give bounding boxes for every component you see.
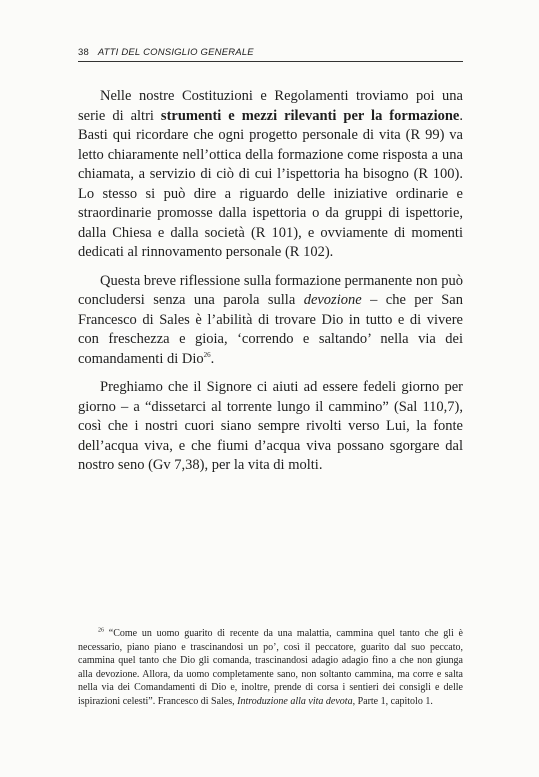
body-text (78, 87, 463, 485)
paragraph-1-text-a: Nelle nostre Costituzioni e Regolamenti troviamo poi una serie di altri (78, 88, 463, 124)
footnote-source-title: Introduzione alla vita devota (237, 695, 353, 707)
footnote-paragraph (78, 627, 463, 708)
paragraph-1-bold-phrase: strumenti e mezzi rilevanti per la formazione (160, 107, 460, 124)
footnote (78, 627, 463, 708)
footnote-number: 26 (98, 627, 104, 634)
running-header (78, 47, 463, 62)
paragraph-2 (78, 272, 463, 370)
paragraph-2-text-c: . (210, 350, 215, 367)
paragraph-2-italic-word: devozione (303, 292, 362, 308)
footnote-reference[interactable]: 26 (203, 350, 211, 359)
paragraph-1-text-b: . Basti qui ricordare che ogni progetto personale di vita (R 99) va letto chiaramente nell’ottica della formazione come risposta a una chiamata, a servizio di ciò di cui l’ispettoria ha bisogno (R 100). Lo stesso si può dire a riguardo delle iniziative ordinarie e straordinarie promosse dalla ispettoria o da gruppi di ispettorie, dalla Chiesa e dalla società (R 101), e ovviamente di momenti dedicati al rinnovamento personale (R 102). (78, 107, 463, 260)
paragraph-2-text-b: – che per San Francesco di Sales è l’abilità di trovare Dio in tutto e di vivere con freschezza e gioia, ‘correndo e saltando’ nella via dei comandamenti di Dio (78, 292, 463, 367)
paragraph-1 (78, 87, 463, 263)
running-title: ATTI DEL CONSIGLIO GENERALE (97, 47, 254, 58)
footnote-text: “Come un uomo guarito di recente da una malattia, cammina quel tanto che gli è necessario, piano piano e trascinandosi un po’, così il peccatore, guarito dal suo peccato, cammina quel tanto che Dio gli comanda, trascinandosi adagio adagio fino a che non giunga alla devozione. Allora, da uomo completamente sano, non soltanto cammina, ma corre e salta nella via dei Comandamenti di Dio e, inoltre, prende di corsa i sentieri dei consigli e delle ispirazioni celesti”. Francesco di Sales, (78, 628, 463, 707)
paragraph-3: Preghiamo che il Signore ci aiuti ad essere fedeli giorno per giorno – a “dissetarci al torrente lungo il cammino” (Sal 110,7), così che i nostri cuori siano sempre rivolti verso Lui, la fonte dell’acqua viva, e che fiumi d’acqua viva possano sgorgare dal nostro seno (Gv 7,38), per la vita di molti. (78, 379, 463, 473)
page-number: 38 (78, 47, 89, 58)
footnote-source-rest: , Parte 1, capitolo 1. (352, 695, 433, 707)
paragraph-2-text-a: Questa breve riflessione sulla formazione permanente non può concludersi senza una parola sulla (78, 272, 463, 308)
